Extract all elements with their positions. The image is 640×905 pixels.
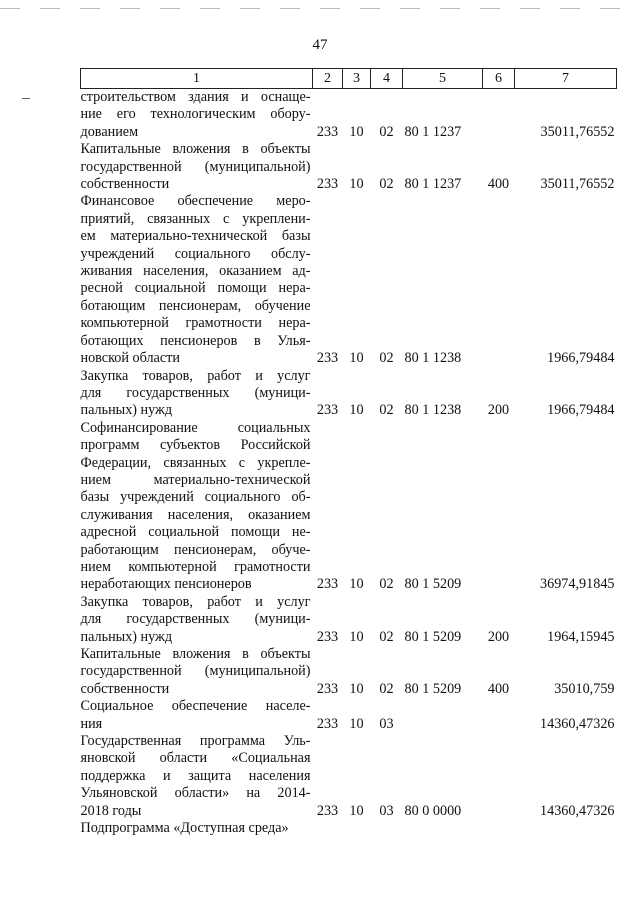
expense-type-code xyxy=(483,193,515,367)
description-line: программ субъектов Российской xyxy=(80,437,311,454)
section-code: 10 xyxy=(349,628,364,645)
admin-code: 233 xyxy=(316,402,339,419)
amount xyxy=(515,820,617,837)
subsection-code: 02 xyxy=(379,176,394,193)
description-line: Ульяновской области» на 2014- xyxy=(80,785,311,802)
description-line: Софинансирование социальных xyxy=(80,419,311,436)
column-header-3: 3 xyxy=(343,69,371,89)
table-row xyxy=(81,420,617,594)
description-line: адресной социальной помощи не- xyxy=(80,524,311,541)
row-description xyxy=(81,89,313,142)
description-line: компьютерной грамотности нера- xyxy=(80,315,311,332)
amount: 35011,76552 xyxy=(540,123,615,140)
section-code: 10 xyxy=(349,123,364,140)
target-article-code: 80 1 1238 xyxy=(404,402,462,419)
description-line: Закупка товаров, работ и услуг xyxy=(80,593,311,610)
subsection-code: 02 xyxy=(379,680,394,697)
row-description xyxy=(81,733,313,820)
amount: 14360,47326 xyxy=(540,715,615,732)
description-line: работающим пенсионерам, обуче- xyxy=(80,541,311,558)
subsection-code: 02 xyxy=(379,628,394,645)
description-line: 2018 годы xyxy=(80,802,142,819)
subsection-code: 03 xyxy=(379,715,394,732)
admin-code: 233 xyxy=(316,576,339,593)
description-line: ние его технологическим обору- xyxy=(80,106,311,123)
expense-type-code xyxy=(483,733,515,820)
description-line: служивания населения, оказанием xyxy=(80,506,311,523)
table-row xyxy=(81,368,617,420)
description-line: Подпрограмма «Доступная среда» xyxy=(80,820,289,837)
column-header-2: 2 xyxy=(313,69,343,89)
amount: 1966,79484 xyxy=(547,350,615,367)
description-line: государственной (муниципальной) xyxy=(80,158,311,175)
description-line: для государственных (муници- xyxy=(80,611,311,628)
expense-type-code xyxy=(483,420,515,594)
target-article-code: 80 1 1237 xyxy=(404,123,462,140)
section-code: 10 xyxy=(349,802,364,819)
description-line: ем материально-технической базы xyxy=(80,228,311,245)
row-description xyxy=(81,368,313,420)
admin-code: 233 xyxy=(316,176,339,193)
section-code xyxy=(343,820,371,837)
description-line: для государственных (муници- xyxy=(80,384,311,401)
margin-mark xyxy=(22,98,30,99)
table-row xyxy=(81,733,617,820)
column-header-5: 5 xyxy=(403,69,483,89)
admin-code: 233 xyxy=(316,680,339,697)
admin-code: 233 xyxy=(316,123,339,140)
section-code: 10 xyxy=(349,176,364,193)
description-line: Федерации, связанных с укрепле- xyxy=(80,454,311,471)
table-row xyxy=(81,141,617,193)
description-line: государственной (муниципальной) xyxy=(80,663,311,680)
table-row xyxy=(81,89,617,142)
expense-type-code: 400 xyxy=(487,176,510,193)
admin-code: 233 xyxy=(316,628,339,645)
description-line: строительством здания и оснаще- xyxy=(80,89,311,105)
table-row xyxy=(81,646,617,698)
description-line: живания населения, оказанием ад- xyxy=(80,263,311,280)
description-line: собственности xyxy=(80,176,170,193)
expense-type-code: 400 xyxy=(487,680,510,697)
description-line: ботающим пенсионерам, обучение xyxy=(80,297,311,314)
column-header-6: 6 xyxy=(483,69,515,89)
section-code: 10 xyxy=(349,350,364,367)
amount: 1966,79484 xyxy=(547,402,615,419)
subsection-code: 02 xyxy=(379,402,394,419)
target-article-code: 80 1 1237 xyxy=(404,176,462,193)
header-row xyxy=(81,69,617,89)
description-line: неработающих пенсионеров xyxy=(80,576,252,593)
expense-type-code xyxy=(483,698,515,733)
target-article-code: 80 1 5209 xyxy=(404,576,462,593)
row-description xyxy=(81,646,313,698)
description-line: пальных) нужд xyxy=(80,402,173,419)
description-line: ботающих пенсионеров в Улья- xyxy=(80,332,311,349)
expense-type-code xyxy=(483,89,515,142)
subsection-code: 02 xyxy=(379,576,394,593)
description-line: собственности xyxy=(80,680,170,697)
description-line: Финансовое обеспечение меро- xyxy=(80,193,311,210)
page-number: 47 xyxy=(312,37,328,53)
description-line: Капитальные вложения в объекты xyxy=(80,646,311,662)
expense-type-code xyxy=(483,820,515,837)
subsection-code xyxy=(371,820,403,837)
admin-code xyxy=(313,820,343,837)
table-body xyxy=(81,89,617,838)
section-code: 10 xyxy=(349,680,364,697)
target-article-code: 80 1 5209 xyxy=(404,680,462,697)
budget-table xyxy=(80,68,617,837)
description-line: приятий, связанных с укреплени- xyxy=(80,210,311,227)
admin-code: 233 xyxy=(316,715,339,732)
description-line: пальных) нужд xyxy=(80,628,173,645)
scan-artifact-line xyxy=(0,8,640,9)
target-article-code xyxy=(403,820,483,837)
description-line: нием материально-технической xyxy=(80,471,311,488)
row-description xyxy=(81,141,313,193)
row-description xyxy=(81,594,313,646)
table-row xyxy=(81,594,617,646)
description-line: учреждений социального обслу- xyxy=(80,245,311,262)
section-code: 10 xyxy=(349,402,364,419)
table-row xyxy=(81,820,617,837)
table-row xyxy=(81,698,617,733)
description-line: Закупка товаров, работ и услуг xyxy=(80,367,311,384)
description-line: ресной социальной помощи нера- xyxy=(80,280,311,297)
description-line: нием компьютерной грамотности xyxy=(80,558,311,575)
description-line: яновской области «Социальная xyxy=(80,750,311,767)
amount: 36974,91845 xyxy=(540,576,615,593)
column-header-7: 7 xyxy=(515,69,617,89)
subsection-code: 03 xyxy=(379,802,394,819)
description-line: дованием xyxy=(80,123,139,140)
table-row xyxy=(81,193,617,367)
description-line: Капитальные вложения в объекты xyxy=(80,141,311,158)
expense-type-code: 200 xyxy=(487,402,510,419)
admin-code: 233 xyxy=(316,802,339,819)
row-description xyxy=(81,820,313,837)
admin-code: 233 xyxy=(316,350,339,367)
section-code: 10 xyxy=(349,715,364,732)
subsection-code: 02 xyxy=(379,350,394,367)
row-description xyxy=(81,193,313,367)
expense-type-code: 200 xyxy=(487,628,510,645)
subsection-code: 02 xyxy=(379,123,394,140)
description-line: поддержка и защита населения xyxy=(80,767,311,784)
row-description xyxy=(81,698,313,733)
target-article-code: 80 1 5209 xyxy=(404,628,462,645)
target-article-code xyxy=(403,698,483,733)
description-line: ния xyxy=(80,715,103,732)
amount: 35010,759 xyxy=(554,680,615,697)
target-article-code: 80 0 0000 xyxy=(404,802,462,819)
table-header xyxy=(81,69,617,89)
amount: 35011,76552 xyxy=(540,176,615,193)
amount: 1964,15945 xyxy=(547,628,615,645)
target-article-code: 80 1 1238 xyxy=(404,350,462,367)
row-description xyxy=(81,420,313,594)
column-header-4: 4 xyxy=(371,69,403,89)
description-line: новской области xyxy=(80,350,180,367)
amount: 14360,47326 xyxy=(540,802,615,819)
description-line: базы учреждений социального об- xyxy=(80,489,311,506)
column-header-1: 1 xyxy=(81,69,313,89)
section-code: 10 xyxy=(349,576,364,593)
description-line: Социальное обеспечение населе- xyxy=(80,698,311,715)
description-line: Государственная программа Уль- xyxy=(80,733,311,750)
